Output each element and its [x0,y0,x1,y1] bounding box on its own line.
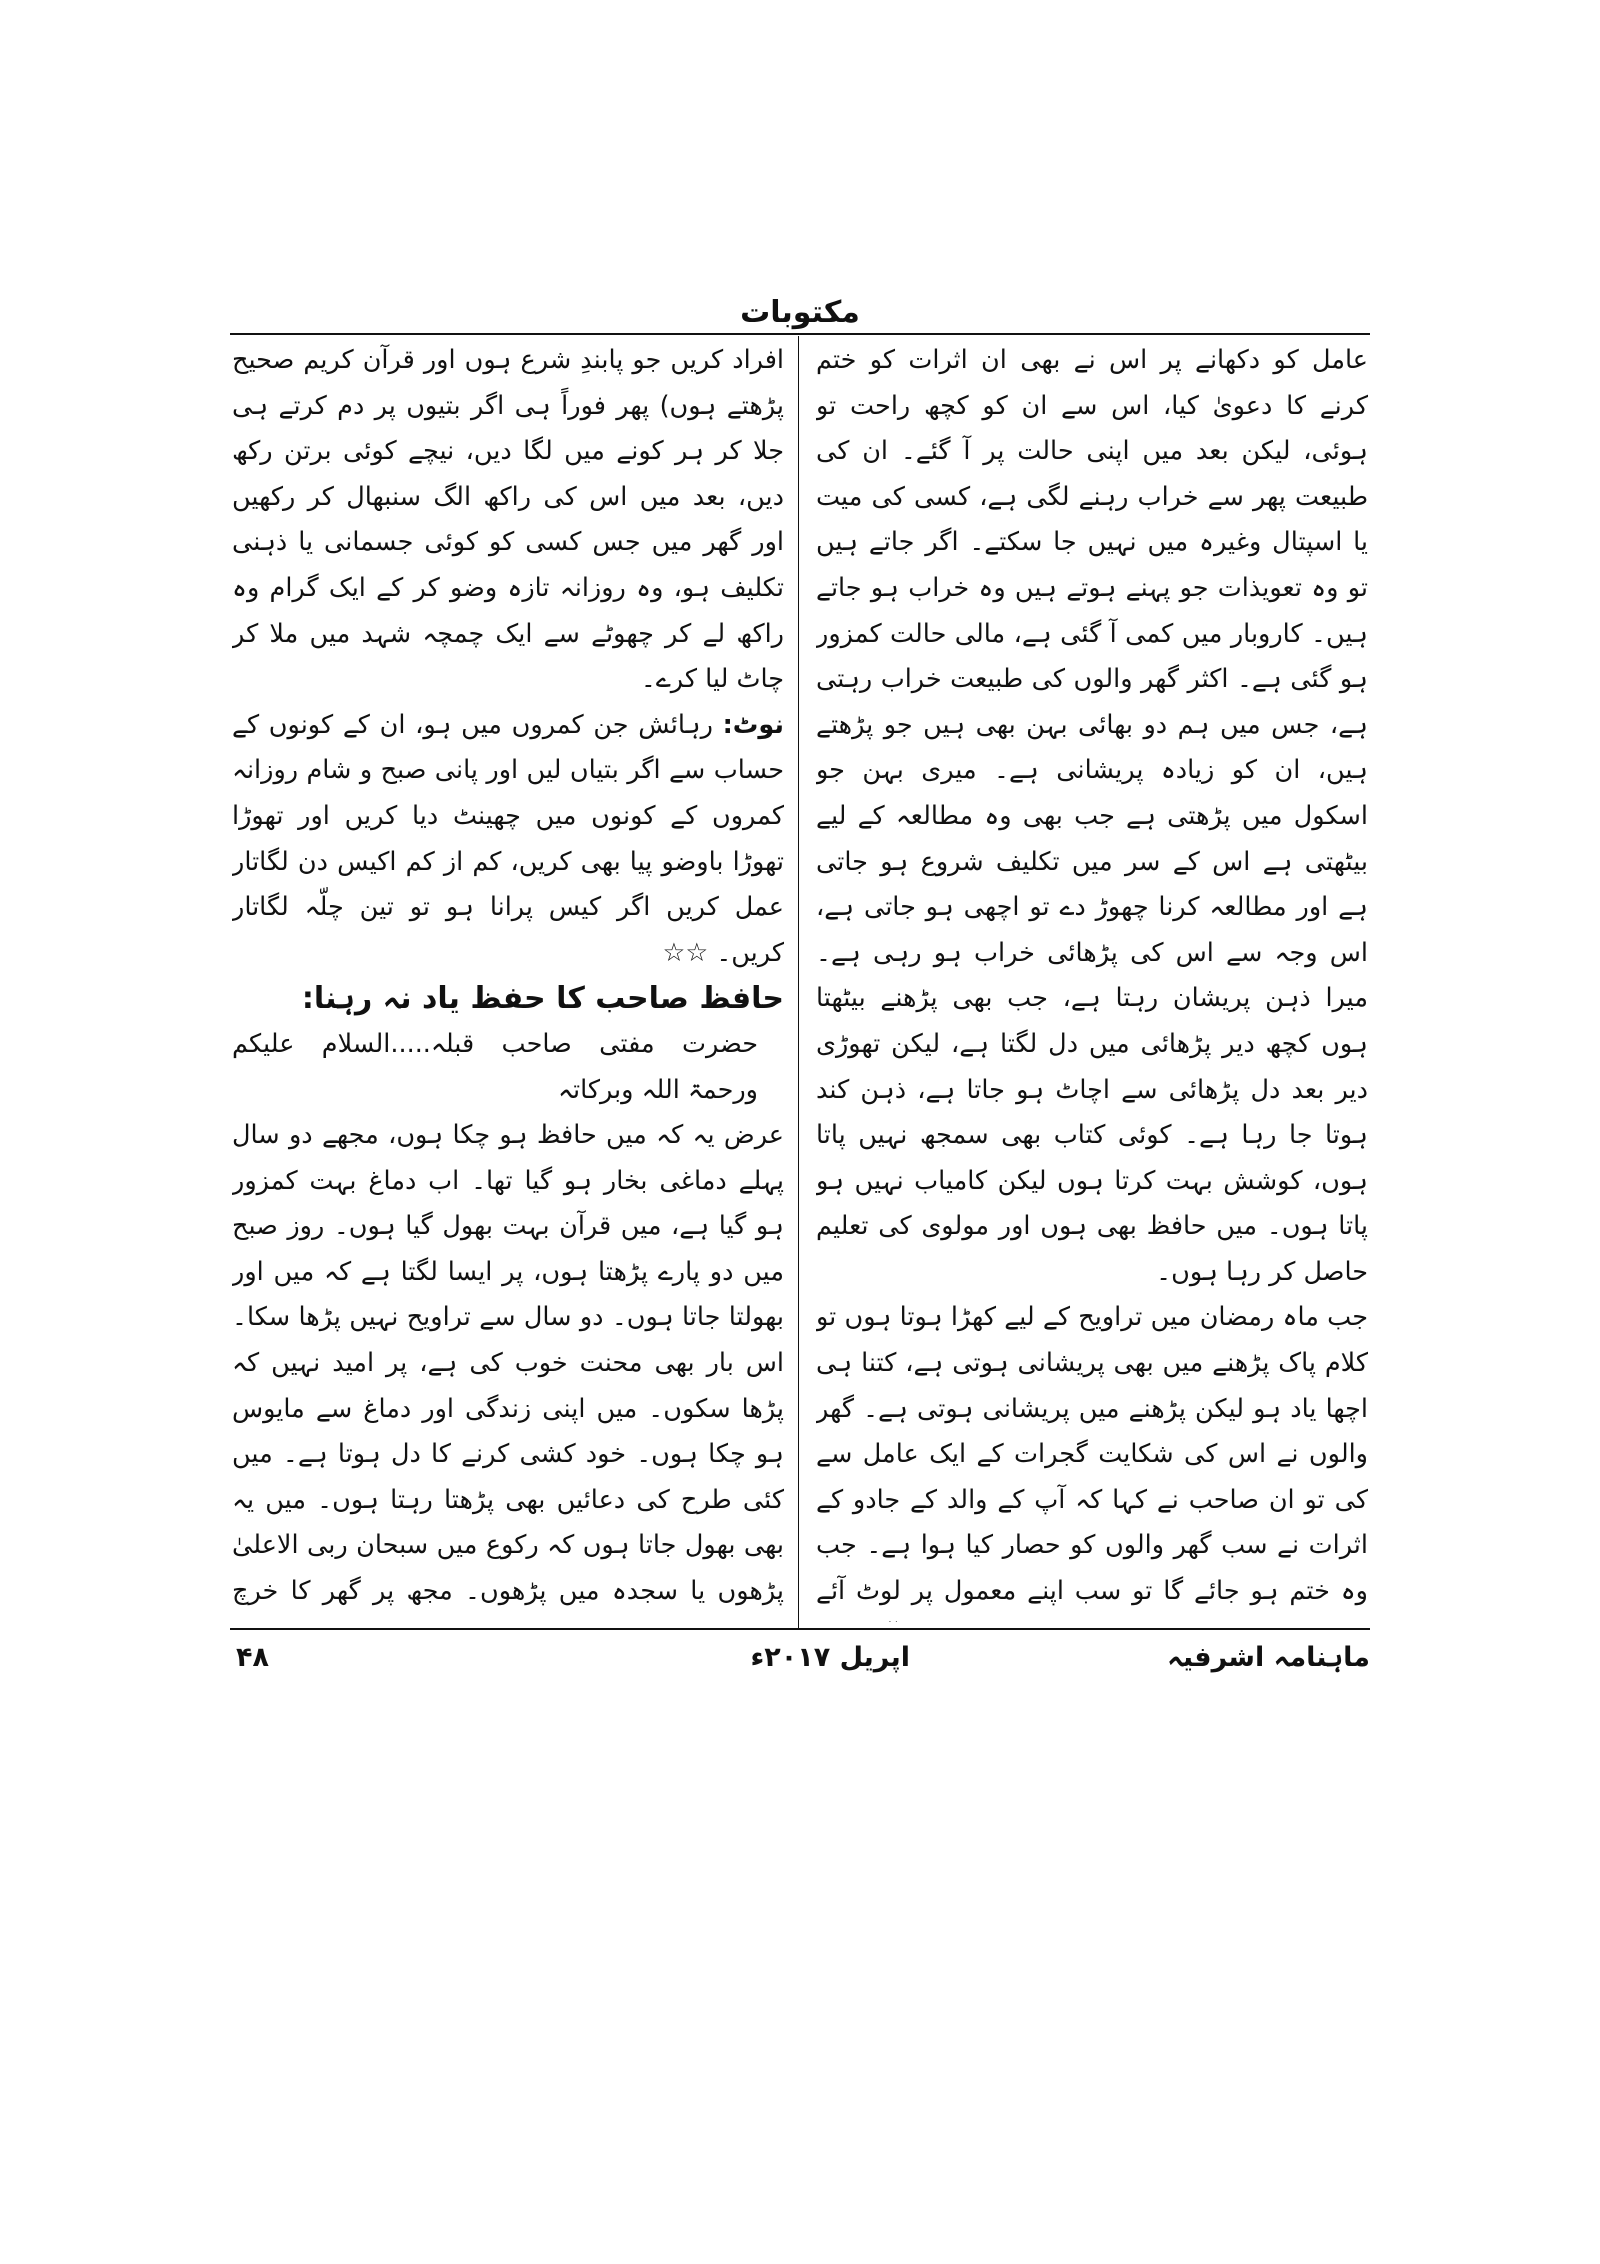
page-title: مکتوبات [740,295,860,330]
header-divider [230,333,1370,335]
paragraph: افراد کریں جو پابندِ شرع ہوں اور قرآن کریم صحیح پڑھتے ہوں) پھر فوراً ہی اگر بتیوں پر دم کرتے ہی جلا کر ہر کونے میں لگا دیں، نیچے کوئی برتن رکھ دیں، بعد میں اس کی راکھ الگ سنبھال کر رکھیں اور گھر میں جس کسی کو کوئی جسمانی یا ذہنی تکلیف ہو، وہ روزانہ تازہ وضو کر کے ایک گرام وہ راکھ لے کر چھوٹے سے ایک چمچہ شہد میں ملا کر چاٹ لیا کرے۔ [232,345,784,695]
issue-date: اپریل ۲۰۱۷ء [750,1642,910,1673]
note-paragraph [232,703,784,977]
right-column [816,338,1368,1622]
section-heading: حافظ صاحب کا حفظ یاد نہ رہنا: [301,981,784,1017]
salutation: حضرت مفتی صاحب قبلہ.....السلام علیکم ورحمۃ اللہ وبرکاتہ [232,1028,758,1105]
page-number: ۴۸ [236,1642,269,1673]
footer-divider [230,1628,1370,1630]
paragraph: جب ماہ رمضان میں تراویح کے لیے کھڑا ہوتا ہوں تو کلام پاک پڑھنے میں بھی پریشانی ہوتی ہے، کتنا ہی اچھا یاد ہو لیکن پڑھنے میں پریشانی ہوتی ہے۔ گھر والوں نے اس کی شکایت گجرات کے ایک عامل سے کی تو ان صاحب نے کہا کہ آپ کے والد کے جادو کے اثرات نے سب گھر والوں کو حصار کیا ہوا ہے۔ جب وہ ختم ہو جائے گا تو سب اپنے معمول پر لوٹ آئے [816,1302,1368,1607]
page-footer [230,1638,1370,1678]
note-text: رہائش جن کمروں میں ہو، ان کے کونوں کے حساب سے اگر بتیاں لیں اور پانی صبح و شام روزانہ کمروں کے کونوں میں چھینٹ دیا کریں اور تھوڑا تھوڑا باوضو پیا بھی کریں، کم از کم اکیس دن لگاتار عمل کریں اگر کیس پرانا ہو تو تین چلّہ لگاتار کریں۔ ☆☆ [232,709,784,968]
note-label: نوٹ: [722,709,784,740]
paragraph: عرض یہ کہ میں حافظ ہو چکا ہوں، مجھے دو سال پہلے دماغی بخار ہو گیا تھا۔ اب دماغ بہت کمزور ہو گیا ہے، میں قرآن بہت بھول گیا ہوں۔ روز صبح میں دو پارے پڑھتا ہوں، پر ایسا لگتا ہے کہ میں اور بھولتا جاتا ہوں۔ دو سال سے تراویح نہیں پڑھا سکا۔ اس بار بھی محنت خوب کی ہے، پر امید نہیں کہ پڑھا سکوں۔ میں اپنی زندگی اور دماغ سے مایوس ہو چکا ہوں۔ خود کشی کرنے کا دل ہوتا ہے۔ میں کئی طرح کی دعائیں بھی پڑھتا رہتا ہوں۔ میں یہ بھی بھول جاتا ہوں کہ رکوع میں سبحان ربی الاعلیٰ پڑھوں یا سجدہ میں پڑھوں۔ مجھ پر گھر کا خرچ [232,1120,784,1607]
column-divider [798,336,799,1630]
left-column [232,338,784,1622]
magazine-name: ماہنامہ اشرفیہ [1167,1642,1370,1673]
paragraph: عامل کو دکھانے پر اس نے بھی ان اثرات کو ختم کرنے کا دعویٰ کیا، اس سے ان کو کچھ راحت تو ہوئی، لیکن بعد میں اپنی حالت پر آ گئے۔ ان کی طبیعت پھر سے خراب رہنے لگی ہے، کسی کی میت یا اسپتال وغیرہ میں نہیں جا سکتے۔ اگر جاتے ہیں تو وہ تعویذات جو پہنے ہوتے ہیں وہ خراب ہو جاتے ہیں۔ کاروبار میں کمی آ گئی ہے، مالی حالت کمزور ہو گئی ہے۔ اکثر گھر والوں کی طبیعت خراب رہتی ہے، جس میں ہم دو بھائی بہن بھی ہیں جو پڑھتے ہیں، ان کو زیادہ پریشانی ہے۔ میری بہن جو اسکول میں پڑھتی ہے جب بھی وہ مطالعہ کے لیے بیٹھتی ہے اس کے سر میں تکلیف شروع ہو جاتی ہے اور مطالعہ کرنا چھوڑ دے تو اچھی ہو جاتی ہے، اس وجہ سے اس کی پڑھائی خراب ہو رہی ہے۔ میرا ذہن پریشان رہتا ہے، جب بھی پڑھنے بیٹھتا ہوں کچھ دیر پڑھائی میں دل لگتا ہے، لیکن تھوڑی دیر بعد دل پڑھائی سے اچاٹ ہو جاتا ہے، ذہن کند ہوتا جا رہا ہے۔ کوئی کتاب بھی سمجھ نہیں پاتا ہوں، کوشش بہت کرتا ہوں لیکن کامیاب نہیں ہو پاتا ہوں۔ میں حافظ بھی ہوں اور مولوی کی تعلیم حاصل کر رہا ہوں۔ [816,345,1368,1287]
